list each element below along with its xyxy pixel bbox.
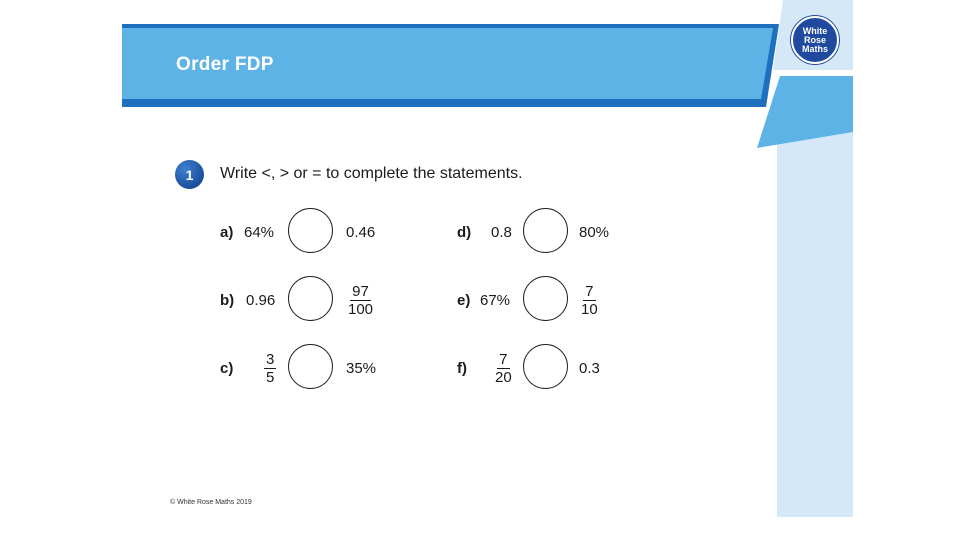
item-e-answer-circle[interactable] bbox=[523, 276, 568, 321]
item-e-right-fraction bbox=[579, 284, 600, 318]
item-d-label: d) bbox=[457, 224, 472, 241]
item-e-left: 67% bbox=[480, 292, 511, 309]
item-f-answer-circle[interactable] bbox=[523, 344, 568, 389]
item-d-right: 80% bbox=[579, 224, 610, 241]
question-instruction: Write <, > or = to complete the statements. bbox=[220, 165, 523, 182]
item-f-label: f) bbox=[457, 360, 467, 377]
item-d-left: 0.8 bbox=[491, 224, 512, 241]
item-f-right: 0.3 bbox=[579, 360, 600, 377]
item-b-label: b) bbox=[220, 292, 235, 309]
fraction-numerator: 3 bbox=[266, 351, 275, 368]
logo-line-1: White bbox=[802, 25, 828, 36]
fraction-numerator: 7 bbox=[585, 283, 594, 300]
item-c-answer-circle[interactable] bbox=[288, 344, 333, 389]
white-rose-maths-logo bbox=[791, 16, 839, 64]
logo-line-2: Rose bbox=[803, 34, 826, 45]
item-a-left: 64% bbox=[244, 224, 275, 241]
item-d-answer-circle[interactable] bbox=[523, 208, 568, 253]
item-a-right: 0.46 bbox=[346, 224, 376, 241]
fraction-denominator: 100 bbox=[348, 301, 374, 318]
fraction-denominator: 10 bbox=[581, 301, 598, 318]
item-b-answer-circle[interactable] bbox=[288, 276, 333, 321]
copyright-footer: © White Rose Maths 2019 bbox=[170, 499, 252, 506]
item-c-right: 35% bbox=[346, 360, 377, 377]
item-c-label: c) bbox=[220, 360, 234, 377]
item-c-left-fraction bbox=[264, 352, 276, 386]
fraction-numerator: 97 bbox=[352, 283, 369, 300]
fraction-denominator: 5 bbox=[266, 369, 275, 386]
item-a-answer-circle[interactable] bbox=[288, 208, 333, 253]
item-a-label: a) bbox=[220, 224, 234, 241]
logo-line-3: Maths bbox=[801, 43, 828, 54]
page-title: Order FDP bbox=[176, 54, 274, 75]
item-e-label: e) bbox=[457, 292, 471, 309]
question-number-badge: 1 bbox=[175, 160, 204, 189]
fraction-denominator: 20 bbox=[495, 369, 512, 386]
item-b-right-fraction bbox=[346, 284, 375, 318]
item-f-left-fraction bbox=[493, 352, 514, 386]
side-panel bbox=[777, 132, 853, 517]
item-b-left: 0.96 bbox=[246, 292, 276, 309]
fraction-numerator: 7 bbox=[499, 351, 508, 368]
